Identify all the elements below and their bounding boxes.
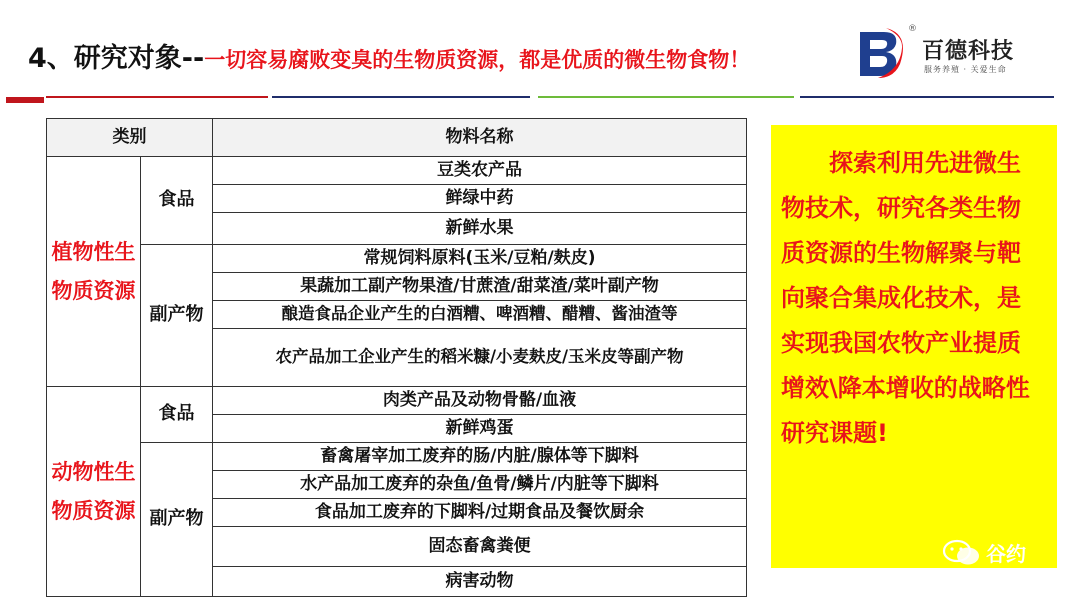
callout-box — [771, 125, 1057, 568]
divider-green — [538, 96, 794, 98]
material-cell: 新鲜水果 — [213, 213, 747, 245]
material-cell: 常规饲料原料(玉米/豆粕/麸皮) — [213, 245, 747, 273]
material-cell: 畜禽屠宰加工废弃的肠/内脏/腺体等下脚料 — [213, 443, 747, 471]
material-cell: 农产品加工企业产生的稻米糠/小麦麸皮/玉米皮等副产物 — [213, 329, 747, 387]
subcategory-animal-food: 食品 — [141, 387, 213, 443]
table-row — [47, 157, 747, 185]
material-cell: 固态畜禽粪便 — [213, 527, 747, 567]
page-title — [28, 36, 750, 75]
table-row — [47, 443, 747, 471]
header-category: 类别 — [47, 119, 213, 157]
material-cell: 肉类产品及动物骨骼/血液 — [213, 387, 747, 415]
subcategory-plant-food: 食品 — [141, 157, 213, 245]
material-cell: 食品加工废弃的下脚料/过期食品及餐饮厨余 — [213, 499, 747, 527]
subcategory-animal-byproduct: 副产物 — [141, 443, 213, 597]
title-subtitle: 一切容易腐败变臭的生物质资源，都是优质的微生物食物！ — [204, 48, 751, 72]
logo-name: 百德科技 — [922, 39, 1015, 64]
divider-blue — [272, 96, 530, 98]
material-cell: 水产品加工废弃的杂鱼/鱼骨/鳞片/内脏等下脚料 — [213, 471, 747, 499]
material-cell: 豆类农产品 — [213, 157, 747, 185]
divider-navy — [800, 96, 1054, 98]
table-row — [47, 245, 747, 273]
material-cell: 果蔬加工副产物果渣/甘蔗渣/甜菜渣/菜叶副产物 — [213, 273, 747, 301]
material-cell: 新鲜鸡蛋 — [213, 415, 747, 443]
wechat-watermark — [942, 538, 1026, 567]
accent-bar — [6, 97, 44, 103]
title-main: 4、研究对象-- — [28, 43, 205, 74]
header-material: 物料名称 — [213, 119, 747, 157]
materials-table — [46, 118, 747, 597]
wechat-icon — [942, 539, 982, 567]
logo-slogan: 服务养殖 · 关爱生命 — [924, 65, 1007, 74]
callout-text: 探索利用先进微生物技术，研究各类生物质资源的生物解聚与靶向聚合集成化技术，是实现我国农牧产业提质增效\降本增收的战略性研究课题! — [781, 149, 1030, 447]
table-row — [47, 387, 747, 415]
watermark-text: 谷约 — [986, 542, 1026, 566]
material-cell: 鲜绿中药 — [213, 185, 747, 213]
subcategory-plant-byproduct: 副产物 — [141, 245, 213, 387]
logo-mark-icon — [856, 24, 916, 80]
registered-mark: ® — [908, 24, 917, 34]
divider-red — [46, 96, 268, 98]
company-logo — [856, 24, 1036, 80]
material-cell: 病害动物 — [213, 567, 747, 597]
table-header-row — [47, 119, 747, 157]
category-plant: 植物性生物质资源 — [47, 157, 141, 387]
category-animal: 动物性生物质资源 — [47, 387, 141, 597]
material-cell: 酿造食品企业产生的白酒糟、啤酒糟、醋糟、酱油渣等 — [213, 301, 747, 329]
